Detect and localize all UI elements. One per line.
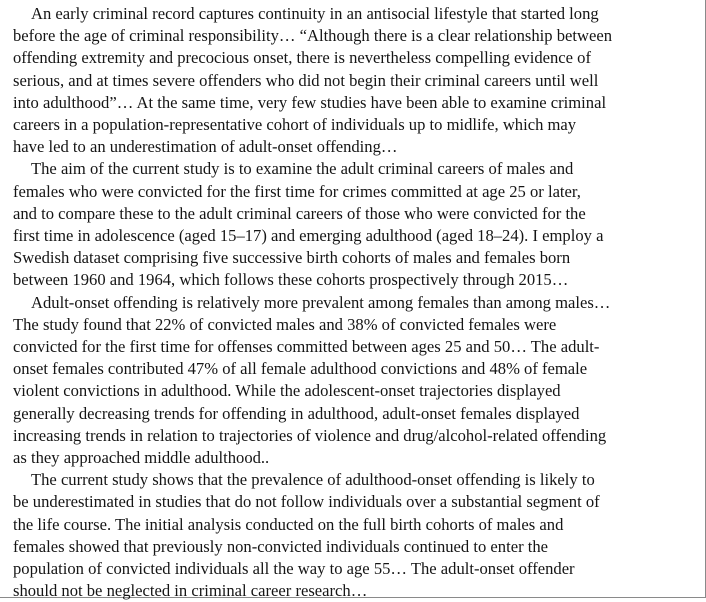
text-line: increasing trends in relation to trajectories of violence and drug/alcohol-related offending xyxy=(13,425,607,445)
text-line: females showed that previously non-convicted individuals continued to enter the xyxy=(13,536,549,556)
paragraph xyxy=(13,3,699,158)
text-line: should not be neglected in criminal career research… xyxy=(13,581,368,601)
text-line: Adult-onset offending is relatively more prevalent among females than among males… xyxy=(31,292,611,312)
text-line: generally decreasing trends for offending in adulthood, adult-onset females displayed xyxy=(13,403,580,423)
text-line: convicted for the first time for offenses committed between ages 25 and 50… The adult- xyxy=(13,337,600,357)
document-body xyxy=(13,3,699,602)
text-line: as they approached middle adulthood.. xyxy=(13,448,270,468)
text-line: offending extremity and precocious onset, there is nevertheless compelling evidence of xyxy=(13,48,591,68)
text-line: An early criminal record captures continuity in an antisocial lifestyle that started long xyxy=(31,4,599,23)
text-line: into adulthood”… At the same time, very few studies have been able to examine criminal xyxy=(13,92,607,112)
paragraph xyxy=(13,292,699,470)
paragraph xyxy=(13,469,699,602)
text-line: the life course. The initial analysis conducted on the full birth cohorts of males and xyxy=(13,514,564,534)
text-line: between 1960 and 1964, which follows these cohorts prospectively through 2015… xyxy=(13,270,569,290)
text-line: and to compare these to the adult criminal careers of those who were convicted for the xyxy=(13,203,586,223)
text-line: The current study shows that the prevalence of adulthood-onset offending is likely to xyxy=(31,470,595,490)
paragraph xyxy=(13,158,699,291)
text-line: serious, and at times severe offenders who did not begin their criminal careers until well xyxy=(13,70,599,90)
text-line: be underestimated in studies that do not follow individuals over a substantial segment of xyxy=(13,492,600,512)
text-line: The aim of the current study is to examine the adult criminal careers of males and xyxy=(31,159,574,179)
text-line: The study found that 22% of convicted males and 38% of convicted females were xyxy=(13,314,557,334)
text-line: violent convictions in adulthood. While the adolescent-onset trajectories displayed xyxy=(13,381,561,401)
text-line: onset females contributed 47% of all female adulthood convictions and 48% of female xyxy=(13,359,588,379)
text-line: before the age of criminal responsibility… “Although there is a clear relationship between xyxy=(13,26,613,46)
text-line: first time in adolescence (aged 15–17) and emerging adulthood (aged 18–24). I employ a xyxy=(13,226,604,246)
text-line: females who were convicted for the first time for crimes committed at age 25 or later, xyxy=(13,181,581,201)
text-line: have led to an underestimation of adult-onset offending… xyxy=(13,137,398,157)
text-line: Swedish dataset comprising five successive birth cohorts of males and females born xyxy=(13,248,571,268)
text-line: population of convicted individuals all the way to age 55… The adult-onset offender xyxy=(13,559,575,579)
text-line: careers in a population-representative cohort of individuals up to midlife, which may xyxy=(13,115,577,135)
